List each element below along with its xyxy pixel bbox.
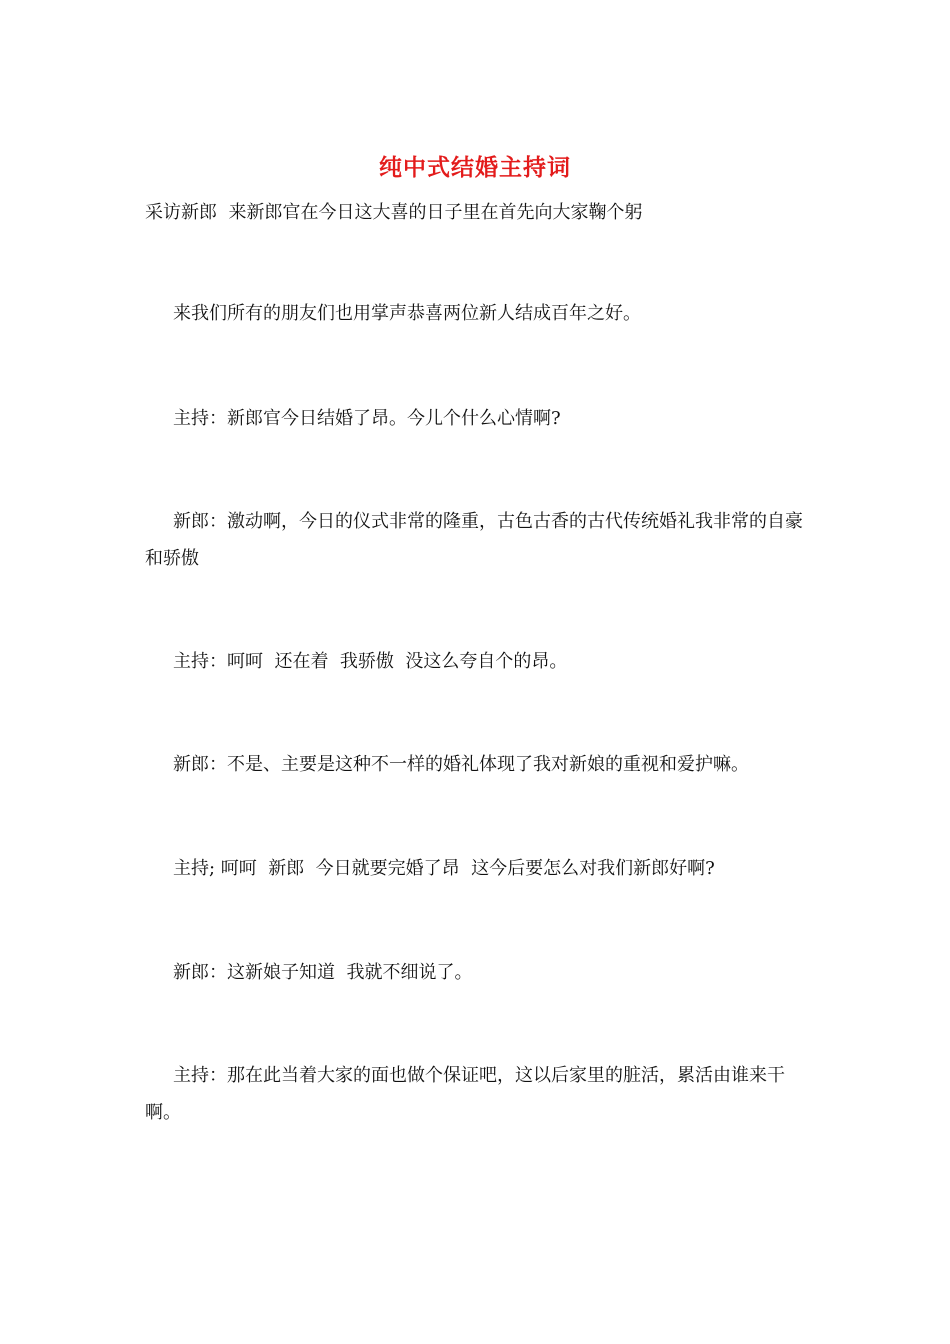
paragraph-groom-answer-3: 新郎：这新娘子知道 我就不细说了。 (173, 962, 473, 983)
document-title: 纯中式结婚主持词 (379, 154, 571, 181)
paragraph-applause: 来我们所有的朋友们也用掌声恭喜两位新人结成百年之好。 (173, 303, 641, 324)
paragraph-groom-answer-1: 新郎：激动啊，今日的仪式非常的隆重，古色古香的古代传统婚礼我非常的自豪和骄傲 (145, 511, 803, 569)
paragraph-host-question-4: 主持：那在此当着大家的面也做个保证吧，这以后家里的脏活，累活由谁来干啊。 (145, 1065, 785, 1123)
paragraph-host-question-1: 主持：新郎官今日结婚了昂。今儿个什么心情啊? (173, 408, 561, 429)
paragraph-host-question-3: 主持; 呵呵 新郎 今日就要完婚了昂 这今后要怎么对我们新郎好啊? (173, 858, 715, 879)
paragraph-interview-intro: 采访新郎 来新郎官在今日这大喜的日子里在首先向大家鞠个躬 (145, 202, 643, 223)
paragraph-groom-answer-2: 新郎：不是、主要是这种不一样的婚礼体现了我对新娘的重视和爱护嘛。 (173, 754, 749, 775)
paragraph-host-question-2: 主持：呵呵 还在着 我骄傲 没这么夸自个的昂。 (173, 651, 568, 672)
